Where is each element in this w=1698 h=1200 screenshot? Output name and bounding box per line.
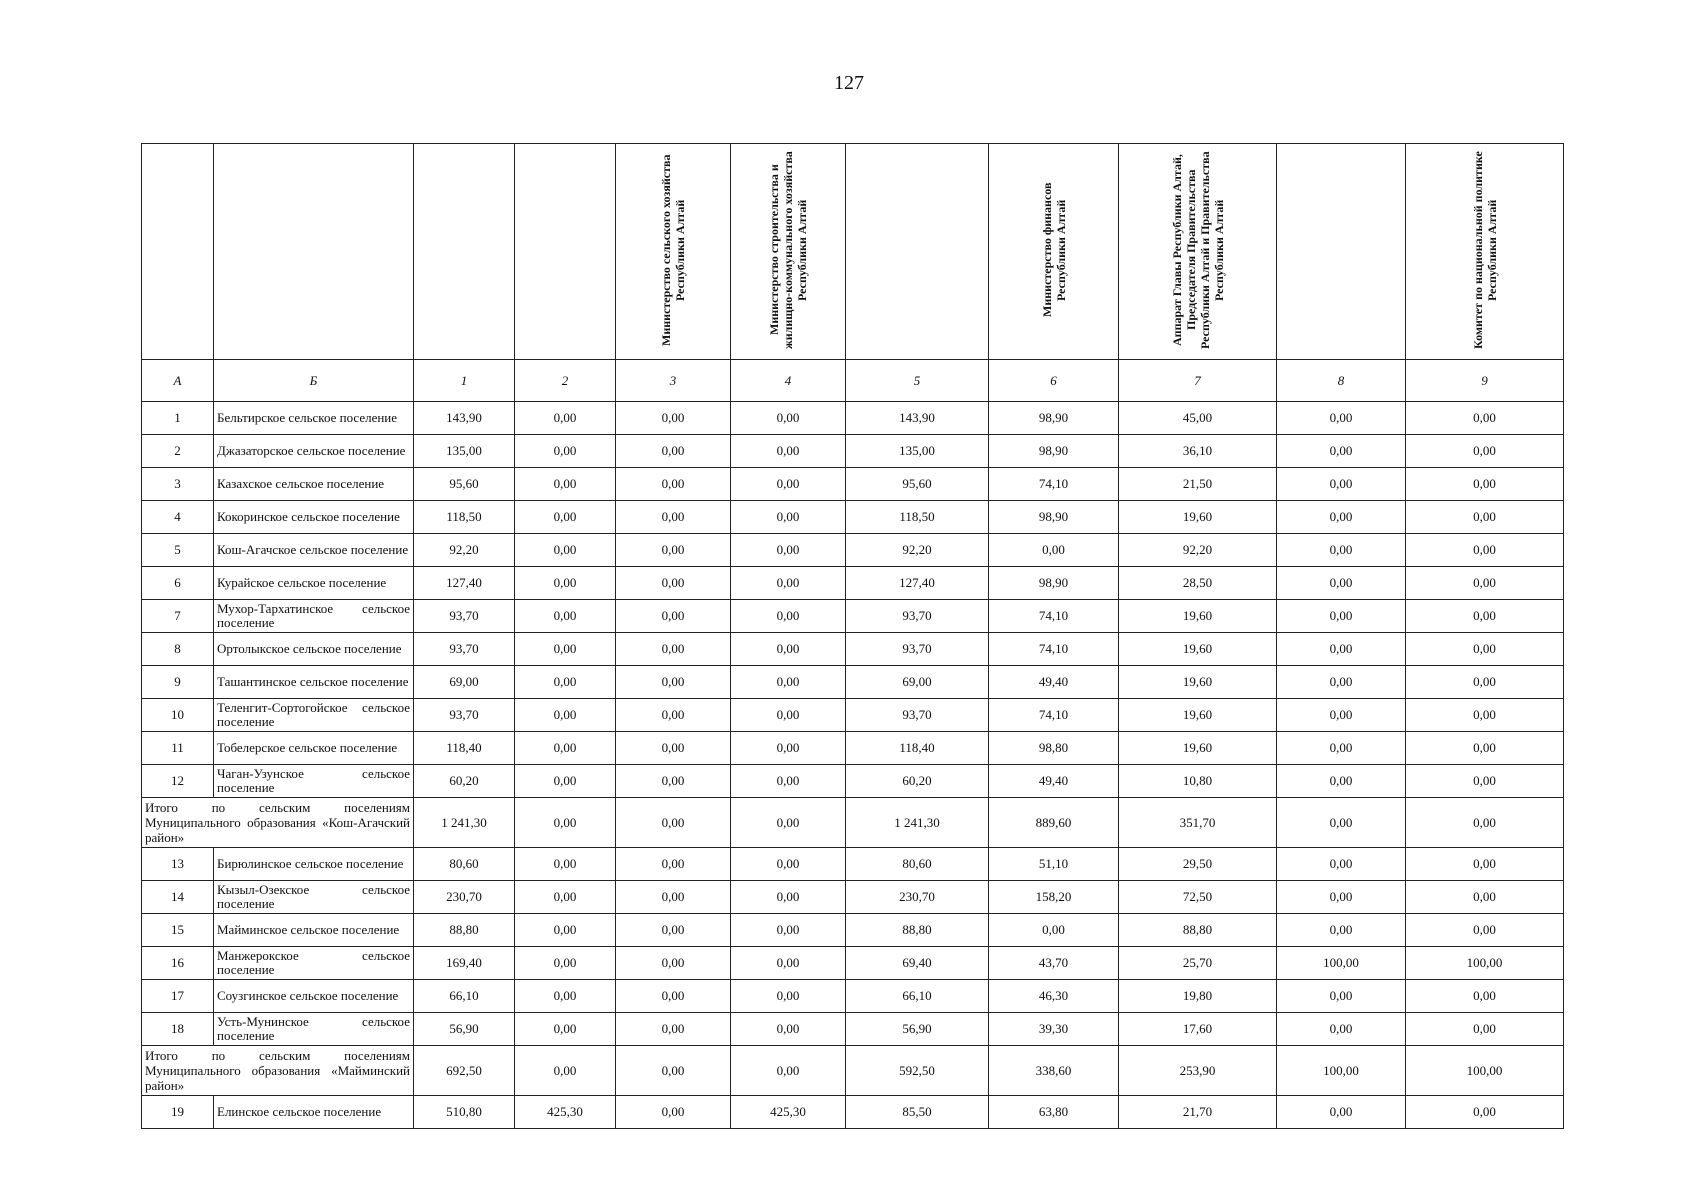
settlement-name: Кош-Агачское сельское поселение: [214, 534, 414, 567]
value-cell: 0,00: [616, 600, 731, 633]
column-index-cell: 4: [731, 360, 846, 402]
value-cell: 0,00: [616, 1046, 731, 1096]
value-cell: 0,00: [616, 1096, 731, 1129]
value-cell: 93,70: [414, 699, 515, 732]
value-cell: 19,80: [1119, 980, 1277, 1013]
value-cell: 0,00: [1406, 600, 1564, 633]
row-number: 12: [142, 765, 214, 798]
value-cell: 56,90: [414, 1013, 515, 1046]
column-index-cell: 3: [616, 360, 731, 402]
value-cell: 0,00: [731, 848, 846, 881]
value-cell: 19,60: [1119, 633, 1277, 666]
row-number: 10: [142, 699, 214, 732]
value-cell: 0,00: [731, 666, 846, 699]
header-cell-4: [731, 144, 846, 360]
value-cell: 0,00: [1277, 732, 1406, 765]
value-cell: 0,00: [731, 947, 846, 980]
value-cell: 1 241,30: [846, 798, 989, 848]
value-cell: 0,00: [731, 980, 846, 1013]
value-cell: 66,10: [846, 980, 989, 1013]
value-cell: 0,00: [731, 1013, 846, 1046]
value-cell: 0,00: [1277, 666, 1406, 699]
value-cell: 95,60: [846, 468, 989, 501]
value-cell: 0,00: [515, 402, 616, 435]
value-cell: 0,00: [616, 798, 731, 848]
value-cell: 17,60: [1119, 1013, 1277, 1046]
settlement-name: Манжерокское сельское поселение: [214, 947, 414, 980]
table-row: [142, 914, 1564, 947]
value-cell: 0,00: [515, 765, 616, 798]
row-number: 5: [142, 534, 214, 567]
settlement-name: Мухор-Тархатинское сельское поселение: [214, 600, 414, 633]
header-cell-1: [414, 144, 515, 360]
row-number: 4: [142, 501, 214, 534]
value-cell: 0,00: [616, 534, 731, 567]
budget-table: [141, 143, 1564, 1129]
value-cell: 0,00: [1277, 402, 1406, 435]
value-cell: 0,00: [1406, 567, 1564, 600]
value-cell: 0,00: [1406, 633, 1564, 666]
table-row: [142, 947, 1564, 980]
value-cell: 143,90: [846, 402, 989, 435]
value-cell: 0,00: [731, 435, 846, 468]
value-cell: 93,70: [846, 699, 989, 732]
row-number: 3: [142, 468, 214, 501]
value-cell: 0,00: [515, 699, 616, 732]
value-cell: 0,00: [515, 848, 616, 881]
row-number: 9: [142, 666, 214, 699]
value-cell: 92,20: [414, 534, 515, 567]
row-number: 2: [142, 435, 214, 468]
table-row: [142, 699, 1564, 732]
value-cell: 0,00: [1406, 1013, 1564, 1046]
value-cell: 158,20: [989, 881, 1119, 914]
header-cell-6: [989, 144, 1119, 360]
table-body: [142, 402, 1564, 1129]
value-cell: 0,00: [1406, 980, 1564, 1013]
value-cell: 19,60: [1119, 600, 1277, 633]
value-cell: 88,80: [414, 914, 515, 947]
value-cell: 92,20: [1119, 534, 1277, 567]
row-number: 14: [142, 881, 214, 914]
value-cell: 93,70: [846, 600, 989, 633]
value-cell: 0,00: [731, 798, 846, 848]
value-cell: 0,00: [1277, 600, 1406, 633]
value-cell: 230,70: [414, 881, 515, 914]
header-ministry-construction: Министерство строительства и жилищно-коммунального хозяйства Республики Алтай: [767, 150, 809, 349]
value-cell: 135,00: [846, 435, 989, 468]
value-cell: 0,00: [731, 402, 846, 435]
value-cell: 46,30: [989, 980, 1119, 1013]
table-row: [142, 435, 1564, 468]
column-index-row: [142, 360, 1564, 402]
value-cell: 98,90: [989, 435, 1119, 468]
value-cell: 118,50: [414, 501, 515, 534]
settlement-name: Теленгит-Сортогойское сельское поселение: [214, 699, 414, 732]
row-number: 19: [142, 1096, 214, 1129]
value-cell: 21,70: [1119, 1096, 1277, 1129]
table-row: [142, 881, 1564, 914]
value-cell: 36,10: [1119, 435, 1277, 468]
value-cell: 0,00: [1277, 881, 1406, 914]
value-cell: 143,90: [414, 402, 515, 435]
total-label: Итого по сельским поселениям Муниципального образования «Майминский район»: [142, 1046, 414, 1096]
value-cell: 0,00: [515, 501, 616, 534]
row-number: 6: [142, 567, 214, 600]
header-cell-a: [142, 144, 214, 360]
value-cell: 74,10: [989, 699, 1119, 732]
table-row: [142, 600, 1564, 633]
table-row: [142, 848, 1564, 881]
value-cell: 98,90: [989, 501, 1119, 534]
value-cell: 127,40: [414, 567, 515, 600]
value-cell: 51,10: [989, 848, 1119, 881]
column-index-cell: 1: [414, 360, 515, 402]
settlement-name: Бельтирское сельское поселение: [214, 402, 414, 435]
value-cell: 0,00: [515, 1046, 616, 1096]
value-cell: 21,50: [1119, 468, 1277, 501]
value-cell: 0,00: [515, 798, 616, 848]
value-cell: 28,50: [1119, 567, 1277, 600]
value-cell: 0,00: [731, 914, 846, 947]
value-cell: 118,40: [846, 732, 989, 765]
value-cell: 66,10: [414, 980, 515, 1013]
value-cell: 98,80: [989, 732, 1119, 765]
row-number: 15: [142, 914, 214, 947]
value-cell: 49,40: [989, 666, 1119, 699]
value-cell: 0,00: [1406, 1096, 1564, 1129]
header-cell-5: [846, 144, 989, 360]
value-cell: 49,40: [989, 765, 1119, 798]
value-cell: 0,00: [1406, 914, 1564, 947]
value-cell: 0,00: [616, 567, 731, 600]
value-cell: 510,80: [414, 1096, 515, 1129]
row-number: 17: [142, 980, 214, 1013]
value-cell: 10,80: [1119, 765, 1277, 798]
table-row: [142, 468, 1564, 501]
value-cell: 0,00: [1406, 881, 1564, 914]
value-cell: 0,00: [515, 1013, 616, 1046]
value-cell: 0,00: [1277, 1096, 1406, 1129]
value-cell: 80,60: [846, 848, 989, 881]
value-cell: 72,50: [1119, 881, 1277, 914]
column-index-cell: 5: [846, 360, 989, 402]
value-cell: 0,00: [1406, 848, 1564, 881]
value-cell: 0,00: [515, 732, 616, 765]
settlement-name: Усть-Мунинское сельское поселение: [214, 1013, 414, 1046]
value-cell: 0,00: [731, 765, 846, 798]
value-cell: 0,00: [616, 666, 731, 699]
value-cell: 127,40: [846, 567, 989, 600]
settlement-name: Кызыл-Озекское сельское поселение: [214, 881, 414, 914]
value-cell: 69,00: [846, 666, 989, 699]
column-index-cell: 6: [989, 360, 1119, 402]
value-cell: 93,70: [414, 633, 515, 666]
header-cell-3: [616, 144, 731, 360]
value-cell: 253,90: [1119, 1046, 1277, 1096]
value-cell: 0,00: [731, 501, 846, 534]
total-row: [142, 798, 1564, 848]
value-cell: 692,50: [414, 1046, 515, 1096]
row-number: 8: [142, 633, 214, 666]
value-cell: 230,70: [846, 881, 989, 914]
value-cell: 0,00: [616, 501, 731, 534]
value-cell: 0,00: [989, 534, 1119, 567]
value-cell: 56,90: [846, 1013, 989, 1046]
value-cell: 98,90: [989, 567, 1119, 600]
table-row: [142, 1096, 1564, 1129]
value-cell: 0,00: [1277, 980, 1406, 1013]
value-cell: 0,00: [616, 765, 731, 798]
value-cell: 0,00: [1406, 534, 1564, 567]
value-cell: 592,50: [846, 1046, 989, 1096]
value-cell: 0,00: [1277, 435, 1406, 468]
header-cell-8: [1277, 144, 1406, 360]
value-cell: 0,00: [515, 600, 616, 633]
table-row: [142, 534, 1564, 567]
table-row: [142, 732, 1564, 765]
value-cell: 74,10: [989, 468, 1119, 501]
value-cell: 0,00: [515, 435, 616, 468]
value-cell: 0,00: [1277, 567, 1406, 600]
header-head-office: Аппарат Главы Республики Алтай, Председателя Правительства Республики Алтай и Правительства Республики Алтай: [1169, 150, 1226, 349]
value-cell: 0,00: [1406, 666, 1564, 699]
column-index-cell: А: [142, 360, 214, 402]
value-cell: 0,00: [989, 914, 1119, 947]
value-cell: 80,60: [414, 848, 515, 881]
value-cell: 43,70: [989, 947, 1119, 980]
value-cell: 118,50: [846, 501, 989, 534]
column-index-cell: 7: [1119, 360, 1277, 402]
table-row: [142, 1013, 1564, 1046]
settlement-name: Тобелерское сельское поселение: [214, 732, 414, 765]
value-cell: 100,00: [1406, 947, 1564, 980]
value-cell: 338,60: [989, 1046, 1119, 1096]
value-cell: 85,50: [846, 1096, 989, 1129]
header-cell-9: [1406, 144, 1564, 360]
value-cell: 92,20: [846, 534, 989, 567]
settlement-name: Ортолыкское сельское поселение: [214, 633, 414, 666]
value-cell: 0,00: [1277, 914, 1406, 947]
value-cell: 0,00: [731, 699, 846, 732]
table-row: [142, 765, 1564, 798]
value-cell: 0,00: [1406, 468, 1564, 501]
value-cell: 351,70: [1119, 798, 1277, 848]
value-cell: 0,00: [731, 881, 846, 914]
value-cell: 0,00: [1277, 848, 1406, 881]
value-cell: 93,70: [846, 633, 989, 666]
value-cell: 0,00: [1406, 435, 1564, 468]
settlement-name: Чаган-Узунское сельское поселение: [214, 765, 414, 798]
value-cell: 19,60: [1119, 732, 1277, 765]
value-cell: 0,00: [515, 567, 616, 600]
value-cell: 100,00: [1406, 1046, 1564, 1096]
value-cell: 0,00: [616, 914, 731, 947]
column-index-cell: 9: [1406, 360, 1564, 402]
value-cell: 88,80: [1119, 914, 1277, 947]
value-cell: 0,00: [616, 1013, 731, 1046]
value-cell: 0,00: [731, 600, 846, 633]
total-label: Итого по сельским поселениям Муниципального образования «Кош-Агачский район»: [142, 798, 414, 848]
value-cell: 39,30: [989, 1013, 1119, 1046]
value-cell: 1 241,30: [414, 798, 515, 848]
value-cell: 0,00: [1277, 1013, 1406, 1046]
value-cell: 19,60: [1119, 699, 1277, 732]
value-cell: 0,00: [616, 848, 731, 881]
settlement-name: Соузгинское сельское поселение: [214, 980, 414, 1013]
value-cell: 100,00: [1277, 947, 1406, 980]
page-number: 127: [834, 72, 864, 94]
value-cell: 0,00: [1277, 534, 1406, 567]
value-cell: 0,00: [1277, 468, 1406, 501]
header-cell-7: [1119, 144, 1277, 360]
table-row: [142, 402, 1564, 435]
value-cell: 0,00: [1406, 798, 1564, 848]
row-number: 7: [142, 600, 214, 633]
value-cell: 63,80: [989, 1096, 1119, 1129]
value-cell: 0,00: [731, 567, 846, 600]
value-cell: 118,40: [414, 732, 515, 765]
value-cell: 74,10: [989, 633, 1119, 666]
value-cell: 74,10: [989, 600, 1119, 633]
value-cell: 0,00: [731, 633, 846, 666]
row-number: 18: [142, 1013, 214, 1046]
header-national-policy-committee: Комитет по национальной политике Республики Алтай: [1470, 150, 1499, 349]
value-cell: 0,00: [515, 980, 616, 1013]
header-ministry-finance: Министерство финансов Республики Алтай: [1039, 182, 1068, 317]
value-cell: 19,60: [1119, 501, 1277, 534]
value-cell: 0,00: [616, 468, 731, 501]
settlement-name: Бирюлинское сельское поселение: [214, 848, 414, 881]
table-row: [142, 567, 1564, 600]
value-cell: 0,00: [616, 980, 731, 1013]
value-cell: 0,00: [1277, 501, 1406, 534]
value-cell: 0,00: [1406, 402, 1564, 435]
value-cell: 0,00: [616, 699, 731, 732]
value-cell: 100,00: [1277, 1046, 1406, 1096]
header-ministry-agriculture: Министерство сельского хозяйства Республики Алтай: [659, 153, 687, 346]
settlement-name: Ташантинское сельское поселение: [214, 666, 414, 699]
value-cell: 0,00: [731, 534, 846, 567]
value-cell: 0,00: [616, 947, 731, 980]
settlement-name: Курайское сельское поселение: [214, 567, 414, 600]
value-cell: 0,00: [731, 732, 846, 765]
value-cell: 19,60: [1119, 666, 1277, 699]
value-cell: 25,70: [1119, 947, 1277, 980]
value-cell: 0,00: [515, 633, 616, 666]
value-cell: 93,70: [414, 600, 515, 633]
row-number: 16: [142, 947, 214, 980]
row-number: 13: [142, 848, 214, 881]
value-cell: 0,00: [515, 947, 616, 980]
row-number: 1: [142, 402, 214, 435]
value-cell: 0,00: [731, 1046, 846, 1096]
settlement-name: Елинское сельское поселение: [214, 1096, 414, 1129]
value-cell: 0,00: [731, 468, 846, 501]
value-cell: 0,00: [515, 534, 616, 567]
value-cell: 0,00: [616, 402, 731, 435]
value-cell: 889,60: [989, 798, 1119, 848]
value-cell: 0,00: [616, 435, 731, 468]
total-row: [142, 1046, 1564, 1096]
value-cell: 88,80: [846, 914, 989, 947]
value-cell: 0,00: [1277, 699, 1406, 732]
value-cell: 69,40: [846, 947, 989, 980]
table-row: [142, 666, 1564, 699]
value-cell: 0,00: [1406, 699, 1564, 732]
table-row: [142, 633, 1564, 666]
value-cell: 45,00: [1119, 402, 1277, 435]
value-cell: 95,60: [414, 468, 515, 501]
row-number: 11: [142, 732, 214, 765]
column-index-cell: Б: [214, 360, 414, 402]
header-cell-b: [214, 144, 414, 360]
value-cell: 425,30: [731, 1096, 846, 1129]
value-cell: 60,20: [846, 765, 989, 798]
header-row: [142, 144, 1564, 360]
settlement-name: Казахское сельское поселение: [214, 468, 414, 501]
value-cell: 0,00: [515, 914, 616, 947]
value-cell: 0,00: [616, 633, 731, 666]
value-cell: 98,90: [989, 402, 1119, 435]
value-cell: 69,00: [414, 666, 515, 699]
column-index-cell: 2: [515, 360, 616, 402]
value-cell: 0,00: [515, 468, 616, 501]
column-index-cell: 8: [1277, 360, 1406, 402]
settlement-name: Джазаторское сельское поселение: [214, 435, 414, 468]
value-cell: 425,30: [515, 1096, 616, 1129]
value-cell: 0,00: [1406, 732, 1564, 765]
value-cell: 0,00: [515, 666, 616, 699]
value-cell: 0,00: [616, 881, 731, 914]
settlement-name: Кокоринское сельское поселение: [214, 501, 414, 534]
table-row: [142, 980, 1564, 1013]
value-cell: 0,00: [1277, 633, 1406, 666]
header-cell-2: [515, 144, 616, 360]
value-cell: 0,00: [515, 881, 616, 914]
value-cell: 169,40: [414, 947, 515, 980]
value-cell: 0,00: [1406, 501, 1564, 534]
table-row: [142, 501, 1564, 534]
settlement-name: Майминское сельское поселение: [214, 914, 414, 947]
value-cell: 60,20: [414, 765, 515, 798]
value-cell: 29,50: [1119, 848, 1277, 881]
value-cell: 0,00: [1277, 765, 1406, 798]
value-cell: 135,00: [414, 435, 515, 468]
value-cell: 0,00: [616, 732, 731, 765]
value-cell: 0,00: [1277, 798, 1406, 848]
value-cell: 0,00: [1406, 765, 1564, 798]
